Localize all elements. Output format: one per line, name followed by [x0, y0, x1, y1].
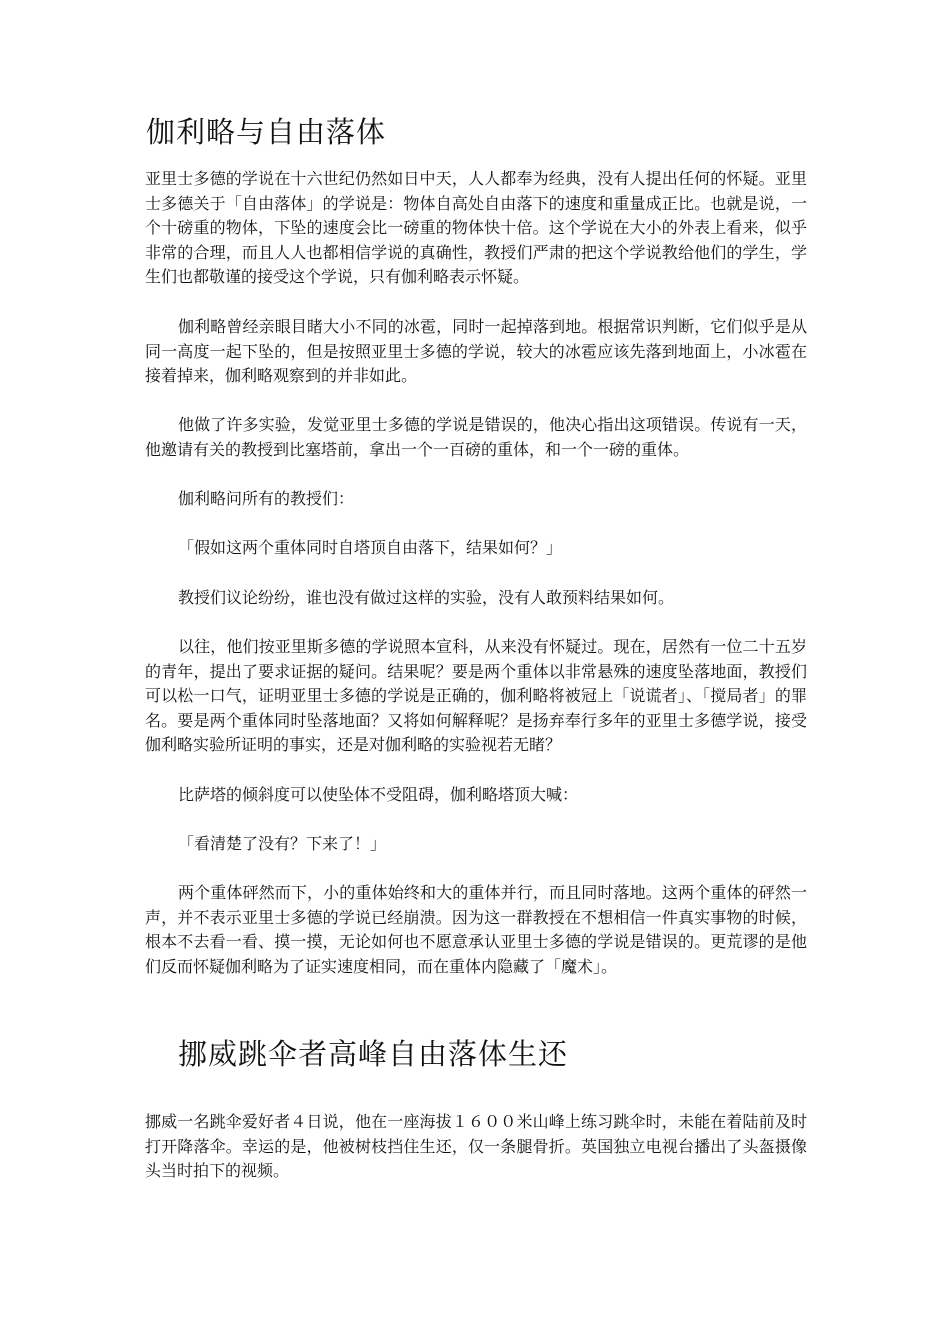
- paragraph: 挪威一名跳伞爱好者４日说，他在一座海拔１６００米山峰上练习跳伞时，未能在着陆前及时打开降落伞。幸运的是，他被树枝挡住生还，仅一条腿骨折。英国独立电视台播出了头盔摄像头当时拍下的视频。: [145, 1112, 807, 1180]
- paragraph: 比萨塔的倾斜度可以使坠体不受阻碍，伽利略塔顶大喊：: [178, 785, 579, 804]
- paragraph: 以往，他们按亚里斯多德的学说照本宣科，从来没有怀疑过。现在，居然有一位二十五岁的青年，提出了要求证据的疑问。结果呢？要是两个重体以非常悬殊的速度坠落地面，教授们可以松一口气，证明亚里士多德的学说是正确的，伽利略将被冠上「说谎者」、「搅局者」的罪名。要是两个重体同时坠落地面？又将如何解释呢？是扬弃奉行多年的亚里士多德学说，接受伽利略实验所证明的事实，还是对伽利略的实验视若无睹？: [145, 637, 807, 754]
- paragraph: 亚里士多德的学说在十六世纪仍然如日中天，人人都奉为经典，没有人提出任何的怀疑。亚里士多德关于「自由落体」的学说是：物体自高处自由落下的速度和重量成正比。也就是说，一个十磅重的物体，下坠的速度会比一磅重的物体快十倍。这个学说在大小的外表上看来，似乎非常的合理，而且人人也都相信学说的真确性，教授们严肃的把这个学说教给他们的学生，学生们也都敬谨的接受这个学说，只有伽利略表示怀疑。: [145, 169, 807, 286]
- paragraph: 伽利略曾经亲眼目睹大小不同的冰雹，同时一起掉落到地。根据常识判断，它们似乎是从同一高度一起下坠的，但是按照亚里士多德的学说，较大的冰雹应该先落到地面上，小冰雹在接着掉来，伽利略观察到的并非如此。: [145, 317, 807, 385]
- paragraph: 伽利略问所有的教授们：: [178, 489, 355, 508]
- section-title-norway: 挪威跳伞者高峰自由落体生还: [178, 1037, 569, 1071]
- quote-paragraph: 「看清楚了没有？下来了！」: [178, 834, 387, 853]
- quote-paragraph: 「假如这两个重体同时自塔顶自由落下，结果如何？」: [178, 538, 563, 557]
- paragraph: 教授们议论纷纷，谁也没有做过这样的实验，没有人敢预料结果如何。: [178, 588, 675, 607]
- paragraph: 他做了许多实验，发觉亚里士多德的学说是错误的，他决心指出这项错误。传说有一天，他邀请有关的教授到比塞塔前，拿出一个一百磅的重体，和一个一磅的重体。: [145, 415, 807, 459]
- section-title-galileo: 伽利略与自由落体: [146, 115, 387, 149]
- paragraph: 两个重体砰然而下，小的重体始终和大的重体并行，而且同时落地。这两个重体的砰然一声，并不表示亚里士多德的学说已经崩溃。因为这一群教授在不想相信一件真实事物的时候，根本不去看一看、摸一摸，无论如何也不愿意承认亚里士多德的学说是错误的。更荒谬的是他们反而怀疑伽利略为了证实速度相同，而在重体内隐藏了「魔术」。: [145, 883, 807, 976]
